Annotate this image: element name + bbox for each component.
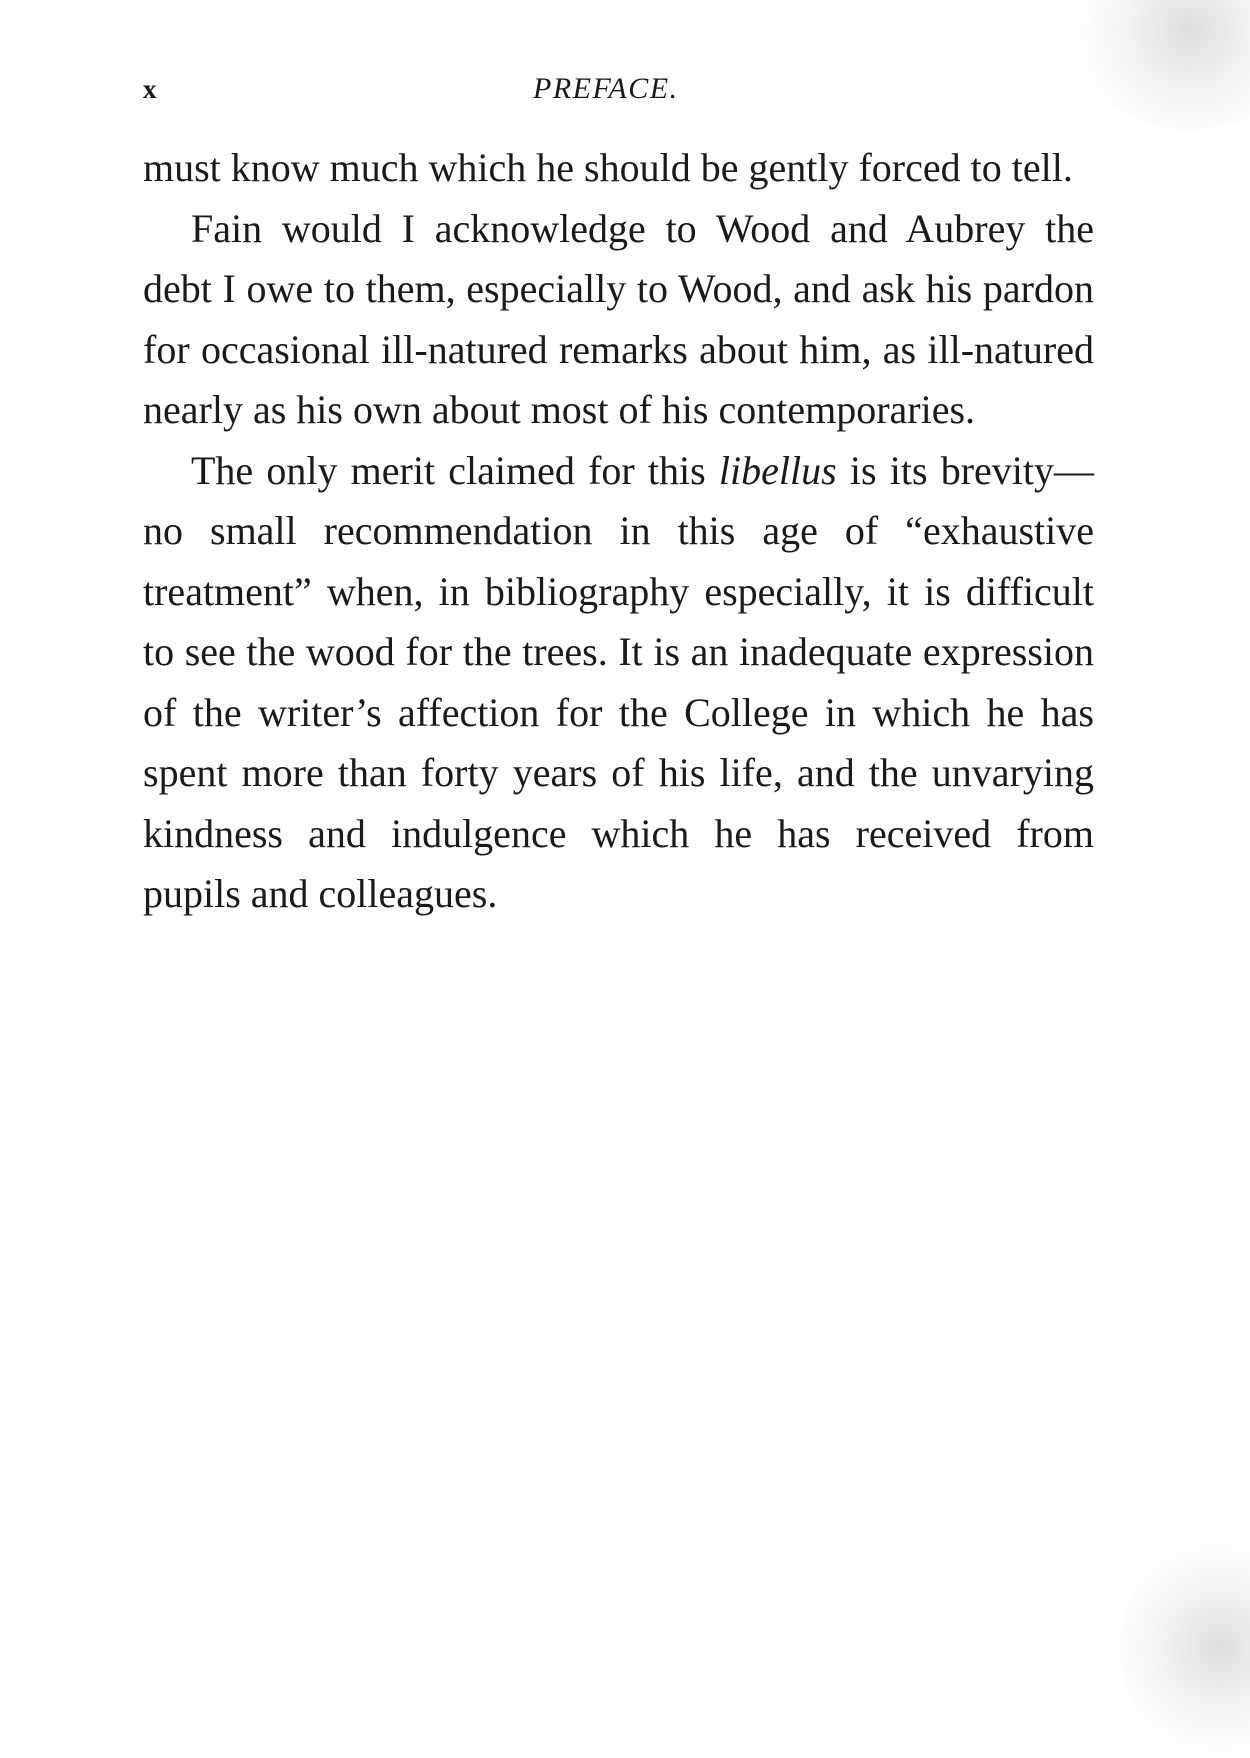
paragraph-acknowledgement: Fain would I acknowledge to Wood and Aubrey the debt I owe to them, especially to Wood, and ask his pardon for occasional ill-natured remarks about him, as ill-natured nearly as his own about most of his contemporaries. [143,205,1094,432]
paragraph-continuation: must know much which he should be gently forced to tell. [143,145,1073,190]
body-text [143,138,1094,925]
paragraph-merit [143,441,1094,925]
italic-word-libellus: libellus [718,447,837,493]
page-header [143,72,1093,112]
running-head: PREFACE. [533,72,679,105]
paragraph-merit-end: is its brevity—no small recommendation in this age of “exhaustive treatment” when, in bibliography especially, it is difficult to see the wood for the trees. It is an inadequate expression of the writer’s affection for the College in which he has spent more than forty years of his life, and the unvarying kindness and indulgence which he has received from pupils and colleagues. [143,447,1094,916]
paper-speckle-bottom-right [1120,1538,1250,1758]
paper-speckle-top-right [1070,0,1250,130]
paragraph-merit-start: The only merit claimed for this [191,447,719,493]
page-number: x [143,74,157,104]
